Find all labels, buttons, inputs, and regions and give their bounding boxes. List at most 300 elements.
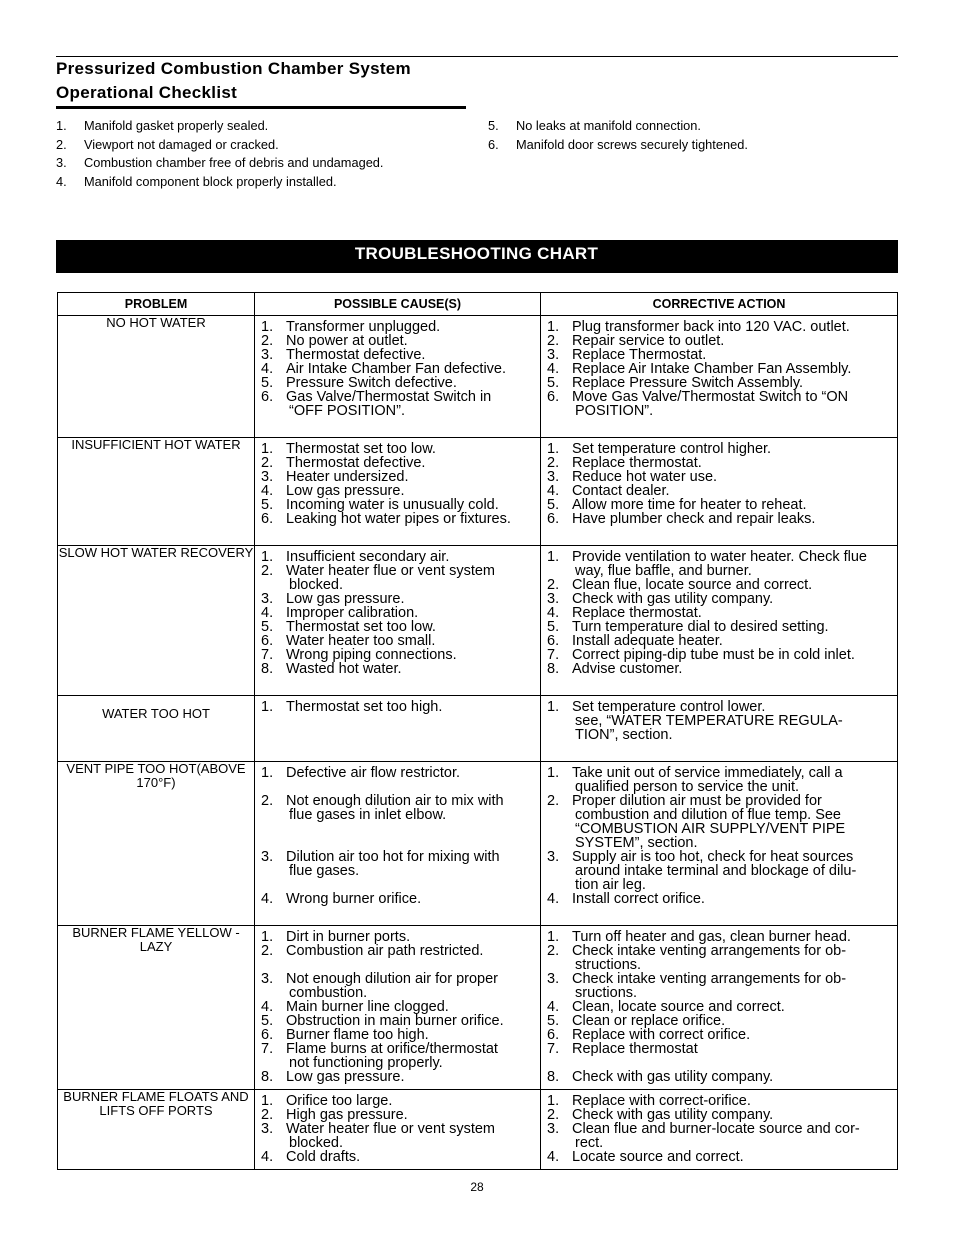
item-number: 1. <box>261 699 274 715</box>
table-row <box>58 762 898 926</box>
list-item <box>547 850 893 892</box>
problem-cell: NO HOT WATER <box>58 316 255 438</box>
item-text <box>286 362 536 376</box>
table-row <box>58 696 898 762</box>
item-text <box>286 1070 536 1084</box>
item-number: 7. <box>547 647 560 663</box>
list-item <box>261 662 536 676</box>
causes-cell <box>255 926 541 1090</box>
list-item <box>261 498 536 512</box>
item-text <box>286 470 536 484</box>
item-line: Heater undersized. <box>286 469 409 485</box>
item-line: Provide ventilation to water heater. Check flue <box>572 549 867 565</box>
table-header-row <box>58 293 898 316</box>
item-text <box>572 944 893 972</box>
actions-cell <box>541 926 898 1090</box>
checklist-item: 6. Manifold door screws securely tightened. <box>488 136 748 152</box>
item-number: 5. <box>547 1013 560 1029</box>
item-text <box>286 766 536 780</box>
item-line: Clean or replace orifice. <box>572 1013 726 1029</box>
item-text <box>286 930 536 944</box>
item-number: 1. <box>547 1093 560 1109</box>
causes-cell <box>255 546 541 696</box>
item-number: 8. <box>261 1069 274 1085</box>
item-text <box>286 1042 536 1070</box>
actions-list <box>541 438 897 526</box>
causes-cell <box>255 762 541 926</box>
list-item <box>547 1000 893 1014</box>
item-text <box>572 892 893 906</box>
causes-cell <box>255 696 541 762</box>
item-number: 4. <box>547 483 560 499</box>
item-number: 8. <box>547 1069 560 1085</box>
item-line: Correct piping-dip tube must be in cold inlet. <box>572 647 855 663</box>
item-text <box>572 1070 893 1084</box>
item-number: 1. <box>261 1093 274 1109</box>
list-item <box>261 334 536 348</box>
list-item <box>547 606 893 620</box>
item-text <box>286 634 536 648</box>
heading-line-1: Pressurized Combustion Chamber System <box>56 59 411 78</box>
item-continuation: around intake terminal and blockage of dilu- <box>575 863 857 879</box>
checklist-right <box>488 117 888 154</box>
item-continuation: sructions. <box>575 985 638 1001</box>
item-number: 6. <box>261 389 274 405</box>
causes-list <box>255 438 540 526</box>
item-continuation: blocked. <box>289 577 344 593</box>
item-continuation: structions. <box>575 957 642 973</box>
list-item <box>261 470 536 484</box>
list-item <box>261 1108 536 1122</box>
item-continuation: POSITION”. <box>575 403 654 419</box>
item-line: Contact dealer. <box>572 483 670 499</box>
item-continuation: flue gases. <box>289 863 360 879</box>
item-line: Move Gas Valve/Thermostat Switch to “ON <box>572 389 849 405</box>
item-number: 4. <box>261 1149 274 1165</box>
item-number: 2. <box>547 455 560 471</box>
item-line: High gas pressure. <box>286 1107 408 1123</box>
item-line: Not enough dilution air for proper <box>286 971 498 987</box>
item-text <box>572 1028 893 1042</box>
item-line: Main burner line clogged. <box>286 999 449 1015</box>
causes-cell <box>255 438 541 546</box>
item-text <box>286 794 536 822</box>
list-item <box>547 498 893 512</box>
item-text <box>286 456 536 470</box>
actions-cell <box>541 438 898 546</box>
item-text <box>286 1150 536 1164</box>
checklist-item: 2. Viewport not damaged or cracked. <box>56 136 279 152</box>
item-text <box>286 376 536 390</box>
item-number: 1. <box>261 929 274 945</box>
item-number: 3. <box>261 347 274 363</box>
list-item <box>547 320 893 334</box>
list-item <box>547 930 893 944</box>
item-line: Leaking hot water pipes or fixtures. <box>286 511 511 527</box>
list-item <box>547 944 893 972</box>
item-line: Turn off heater and gas, clean burner head. <box>572 929 851 945</box>
item-number: 2. <box>261 943 274 959</box>
item-number: 2. <box>261 333 274 349</box>
problem-cell: SLOW HOT WATER RECOVERY <box>58 546 255 696</box>
item-number: 3. <box>547 591 560 607</box>
item-text <box>286 484 536 498</box>
page-number: 28 <box>470 1180 484 1194</box>
item-text <box>572 334 893 348</box>
item-text <box>572 1108 893 1122</box>
problem-cell: VENT PIPE TOO HOT(ABOVE 170°F) <box>58 762 255 926</box>
item-line: Check intake venting arrangements for ob- <box>572 971 847 987</box>
item-number: 2. <box>547 1107 560 1123</box>
item-line: Replace with correct orifice. <box>572 1027 751 1043</box>
list-item <box>547 592 893 606</box>
item-number: 1. <box>547 765 560 781</box>
item-text <box>286 620 536 634</box>
list-item <box>547 390 893 418</box>
list-item <box>261 456 536 470</box>
item-number: 3. <box>547 347 560 363</box>
item-number: 6. <box>547 389 560 405</box>
list-item <box>261 892 536 906</box>
item-line: Wrong burner orifice. <box>286 891 422 907</box>
list-item <box>547 620 893 634</box>
list-item <box>261 1000 536 1014</box>
item-continuation: combustion. <box>289 985 368 1001</box>
item-number: 3. <box>261 1121 274 1137</box>
item-line: Low gas pressure. <box>286 591 405 607</box>
item-text <box>572 320 893 334</box>
causes-list <box>255 316 540 418</box>
item-number: 8. <box>547 661 560 677</box>
item-line: Reduce hot water use. <box>572 469 718 485</box>
causes-cell <box>255 316 541 438</box>
actions-list <box>541 1090 897 1164</box>
list-item <box>261 1014 536 1028</box>
list-item <box>547 1042 893 1056</box>
item-line: Proper dilution air must be provided for <box>572 793 822 809</box>
item-text <box>286 1094 536 1108</box>
item-text <box>286 1014 536 1028</box>
item-number: 2. <box>547 943 560 959</box>
item-line: No power at outlet. <box>286 333 408 349</box>
actions-cell <box>541 1090 898 1170</box>
heading-line-2: Operational Checklist <box>56 83 238 102</box>
item-text <box>572 648 893 662</box>
header-causes: POSSIBLE CAUSE(S) <box>255 293 541 316</box>
item-text <box>286 944 536 958</box>
item-text <box>572 456 893 470</box>
item-number: 2. <box>547 333 560 349</box>
item-line: Allow more time for heater to reheat. <box>572 497 807 513</box>
item-line: Advise customer. <box>572 661 683 677</box>
item-line: Dirt in burner ports. <box>286 929 411 945</box>
item-line: Supply air is too hot, check for heat sources <box>572 849 854 865</box>
item-text <box>286 648 536 662</box>
item-line: Not enough dilution air to mix with <box>286 793 504 809</box>
list-item <box>261 376 536 390</box>
item-number: 6. <box>547 511 560 527</box>
item-text <box>286 442 536 456</box>
item-number: 4. <box>261 483 274 499</box>
item-line: Clean, locate source and correct. <box>572 999 785 1015</box>
item-number: 3. <box>261 849 274 865</box>
item-text <box>286 592 536 606</box>
item-text <box>572 766 893 794</box>
item-line: Plug transformer back into 120 VAC. outlet. <box>572 319 850 335</box>
item-text <box>572 1014 893 1028</box>
list-item <box>547 1028 893 1042</box>
item-line: Turn temperature dial to desired setting. <box>572 619 829 635</box>
list-item <box>261 320 536 334</box>
item-number: 5. <box>547 375 560 391</box>
list-item <box>547 794 893 850</box>
item-continuation: rect. <box>575 1135 604 1151</box>
item-line: Wrong piping connections. <box>286 647 457 663</box>
item-number: 6. <box>547 633 560 649</box>
item-line: Check with gas utility company. <box>572 591 774 607</box>
problem-cell: BURNER FLAME YELLOW - LAZY <box>58 926 255 1090</box>
item-text <box>286 348 536 362</box>
item-line: Replace Pressure Switch Assembly. <box>572 375 804 391</box>
item-line: Replace thermostat. <box>572 605 702 621</box>
actions-cell <box>541 316 898 438</box>
actions-list <box>541 926 897 1084</box>
item-continuation: blocked. <box>289 1135 344 1151</box>
checklist-item: 5. No leaks at manifold connection. <box>488 118 701 133</box>
causes-list <box>255 1090 540 1164</box>
item-text <box>572 662 893 676</box>
item-number: 3. <box>547 971 560 987</box>
list-item <box>261 634 536 648</box>
causes-cell <box>255 1090 541 1170</box>
list-item <box>261 1094 536 1108</box>
banner-title: TROUBLESHOOTING CHART <box>354 244 599 263</box>
item-line: Replace thermostat <box>572 1041 698 1057</box>
causes-list <box>255 926 540 1084</box>
list-item <box>261 550 536 564</box>
item-text <box>286 1028 536 1042</box>
item-line: Combustion air path restricted. <box>286 943 484 959</box>
item-line: Dilution air too hot for mixing with <box>286 849 500 865</box>
list-item <box>547 484 893 498</box>
list-item <box>547 442 893 456</box>
checklist-item: 4. Manifold component block properly installed. <box>56 173 337 189</box>
item-text <box>572 1042 893 1056</box>
item-text <box>286 564 536 592</box>
table-row <box>58 1090 898 1170</box>
item-number: 6. <box>261 511 274 527</box>
item-line: Obstruction in main burner orifice. <box>286 1013 504 1029</box>
item-number: 5. <box>261 619 274 635</box>
table-row <box>58 438 898 546</box>
header-problem: PROBLEM <box>58 293 255 316</box>
list-item <box>547 578 893 592</box>
item-line: Insufficient secondary air. <box>286 549 450 565</box>
causes-list <box>255 696 540 714</box>
list-item <box>547 972 893 1000</box>
item-number: 4. <box>547 605 560 621</box>
list-item <box>261 1150 536 1164</box>
actions-list <box>541 546 897 676</box>
list-item <box>547 512 893 526</box>
item-number: 2. <box>547 577 560 593</box>
item-number: 6. <box>261 1027 274 1043</box>
item-text <box>286 606 536 620</box>
item-text <box>572 794 893 850</box>
item-number: 5. <box>261 497 274 513</box>
item-text <box>572 578 893 592</box>
problem-cell: INSUFFICIENT HOT WATER <box>58 438 255 546</box>
item-number: 2. <box>547 793 560 809</box>
item-text <box>572 850 893 892</box>
list-item <box>547 362 893 376</box>
item-number: 1. <box>547 929 560 945</box>
list-item <box>547 700 893 742</box>
item-text <box>572 1122 893 1150</box>
checklist-item: 3. Combustion chamber free of debris and undamaged. <box>56 155 384 170</box>
item-continuation: combustion and dilution of flue temp. See <box>575 807 841 823</box>
item-line: Thermostat defective. <box>286 347 426 363</box>
checklist-item: 1. Manifold gasket properly sealed. <box>56 118 269 133</box>
list-item <box>261 362 536 376</box>
list-item <box>261 592 536 606</box>
item-line: Repair service to outlet. <box>572 333 725 349</box>
item-text <box>572 972 893 1000</box>
problem-cell: BURNER FLAME FLOATS AND LIFTS OFF PORTS <box>58 1090 255 1170</box>
item-number: 3. <box>261 591 274 607</box>
item-number: 2. <box>261 455 274 471</box>
checklist-left <box>56 117 476 191</box>
item-line: Air Intake Chamber Fan defective. <box>286 361 507 377</box>
list-item <box>261 606 536 620</box>
causes-list <box>255 546 540 676</box>
list-item <box>547 470 893 484</box>
list-item <box>261 512 536 526</box>
list-item <box>261 930 536 944</box>
item-line: Install correct orifice. <box>572 891 705 907</box>
item-number: 4. <box>547 891 560 907</box>
item-number: 5. <box>547 619 560 635</box>
list-item <box>547 1070 893 1084</box>
list-item <box>547 892 893 906</box>
item-text <box>572 376 893 390</box>
item-text <box>572 700 893 742</box>
item-text <box>286 1108 536 1122</box>
item-number: 1. <box>261 441 274 457</box>
item-continuation: SYSTEM”, section. <box>575 835 698 851</box>
section-heading <box>56 57 466 105</box>
list-item <box>261 620 536 634</box>
list-item <box>261 944 536 958</box>
list-item <box>261 484 536 498</box>
item-line: Replace Thermostat. <box>572 347 707 363</box>
item-line: Water heater flue or vent system <box>286 1121 495 1137</box>
item-line: Replace thermostat. <box>572 455 702 471</box>
list-item <box>547 376 893 390</box>
list-item <box>261 390 536 418</box>
item-line: Pressure Switch defective. <box>286 375 457 391</box>
item-number: 4. <box>547 1149 560 1165</box>
list-item <box>261 648 536 662</box>
item-line: Replace with correct-orifice. <box>572 1093 751 1109</box>
list-item <box>547 766 893 794</box>
item-continuation: “OFF POSITION”. <box>289 403 405 419</box>
item-continuation: tion air leg. <box>575 877 646 893</box>
item-line: Thermostat set too low. <box>286 619 436 635</box>
list-item <box>547 1094 893 1108</box>
item-number: 7. <box>261 1041 274 1057</box>
item-text <box>572 1150 893 1164</box>
actions-cell <box>541 546 898 696</box>
list-item <box>547 662 893 676</box>
item-number: 6. <box>261 633 274 649</box>
item-line: Water heater flue or vent system <box>286 563 495 579</box>
item-line: Have plumber check and repair leaks. <box>572 511 816 527</box>
actions-list <box>541 696 897 742</box>
item-text <box>286 512 536 526</box>
item-number: 1. <box>547 441 560 457</box>
item-line: Flame burns at orifice/thermostat <box>286 1041 498 1057</box>
item-line: Replace Air Intake Chamber Fan Assembly. <box>572 361 852 377</box>
list-item <box>261 1122 536 1150</box>
item-continuation: “COMBUSTION AIR SUPPLY/VENT PIPE <box>575 821 846 837</box>
item-continuation: see, “WATER TEMPERATURE REGULA- <box>575 713 843 729</box>
item-number: 1. <box>261 549 274 565</box>
item-text <box>572 470 893 484</box>
list-item <box>261 850 536 878</box>
item-number: 6. <box>547 1027 560 1043</box>
table-row <box>58 926 898 1090</box>
actions-list <box>541 316 897 418</box>
troubleshooting-table <box>57 292 898 1170</box>
item-continuation: TION”, section. <box>575 727 673 743</box>
item-text <box>572 498 893 512</box>
table-body <box>58 316 898 1170</box>
item-text <box>572 930 893 944</box>
item-number: 4. <box>547 361 560 377</box>
item-line: Orifice too large. <box>286 1093 393 1109</box>
item-line: Thermostat set too low. <box>286 441 436 457</box>
list-item <box>261 1070 536 1084</box>
item-line: Take unit out of service immediately, call a <box>572 765 843 781</box>
item-number: 5. <box>261 1013 274 1029</box>
item-number: 5. <box>547 497 560 513</box>
list-item <box>547 456 893 470</box>
actions-cell <box>541 762 898 926</box>
item-line: Clean flue, locate source and correct. <box>572 577 813 593</box>
item-text <box>572 390 893 418</box>
item-line: Locate source and correct. <box>572 1149 744 1165</box>
item-text <box>286 662 536 676</box>
item-line: Transformer unplugged. <box>286 319 441 335</box>
actions-cell <box>541 696 898 762</box>
item-text <box>286 850 536 878</box>
item-line: Thermostat set too high. <box>286 699 443 715</box>
list-item <box>547 634 893 648</box>
item-text <box>286 700 536 714</box>
item-text <box>572 348 893 362</box>
table-row <box>58 546 898 696</box>
item-continuation: flue gases in inlet elbow. <box>289 807 447 823</box>
item-line: Water heater too small. <box>286 633 436 649</box>
item-line: Install adequate heater. <box>572 633 723 649</box>
heading-rule <box>56 106 466 109</box>
item-text <box>572 592 893 606</box>
item-line: Incoming water is unusually cold. <box>286 497 499 513</box>
actions-list <box>541 762 897 906</box>
item-text <box>286 972 536 1000</box>
item-text <box>286 892 536 906</box>
